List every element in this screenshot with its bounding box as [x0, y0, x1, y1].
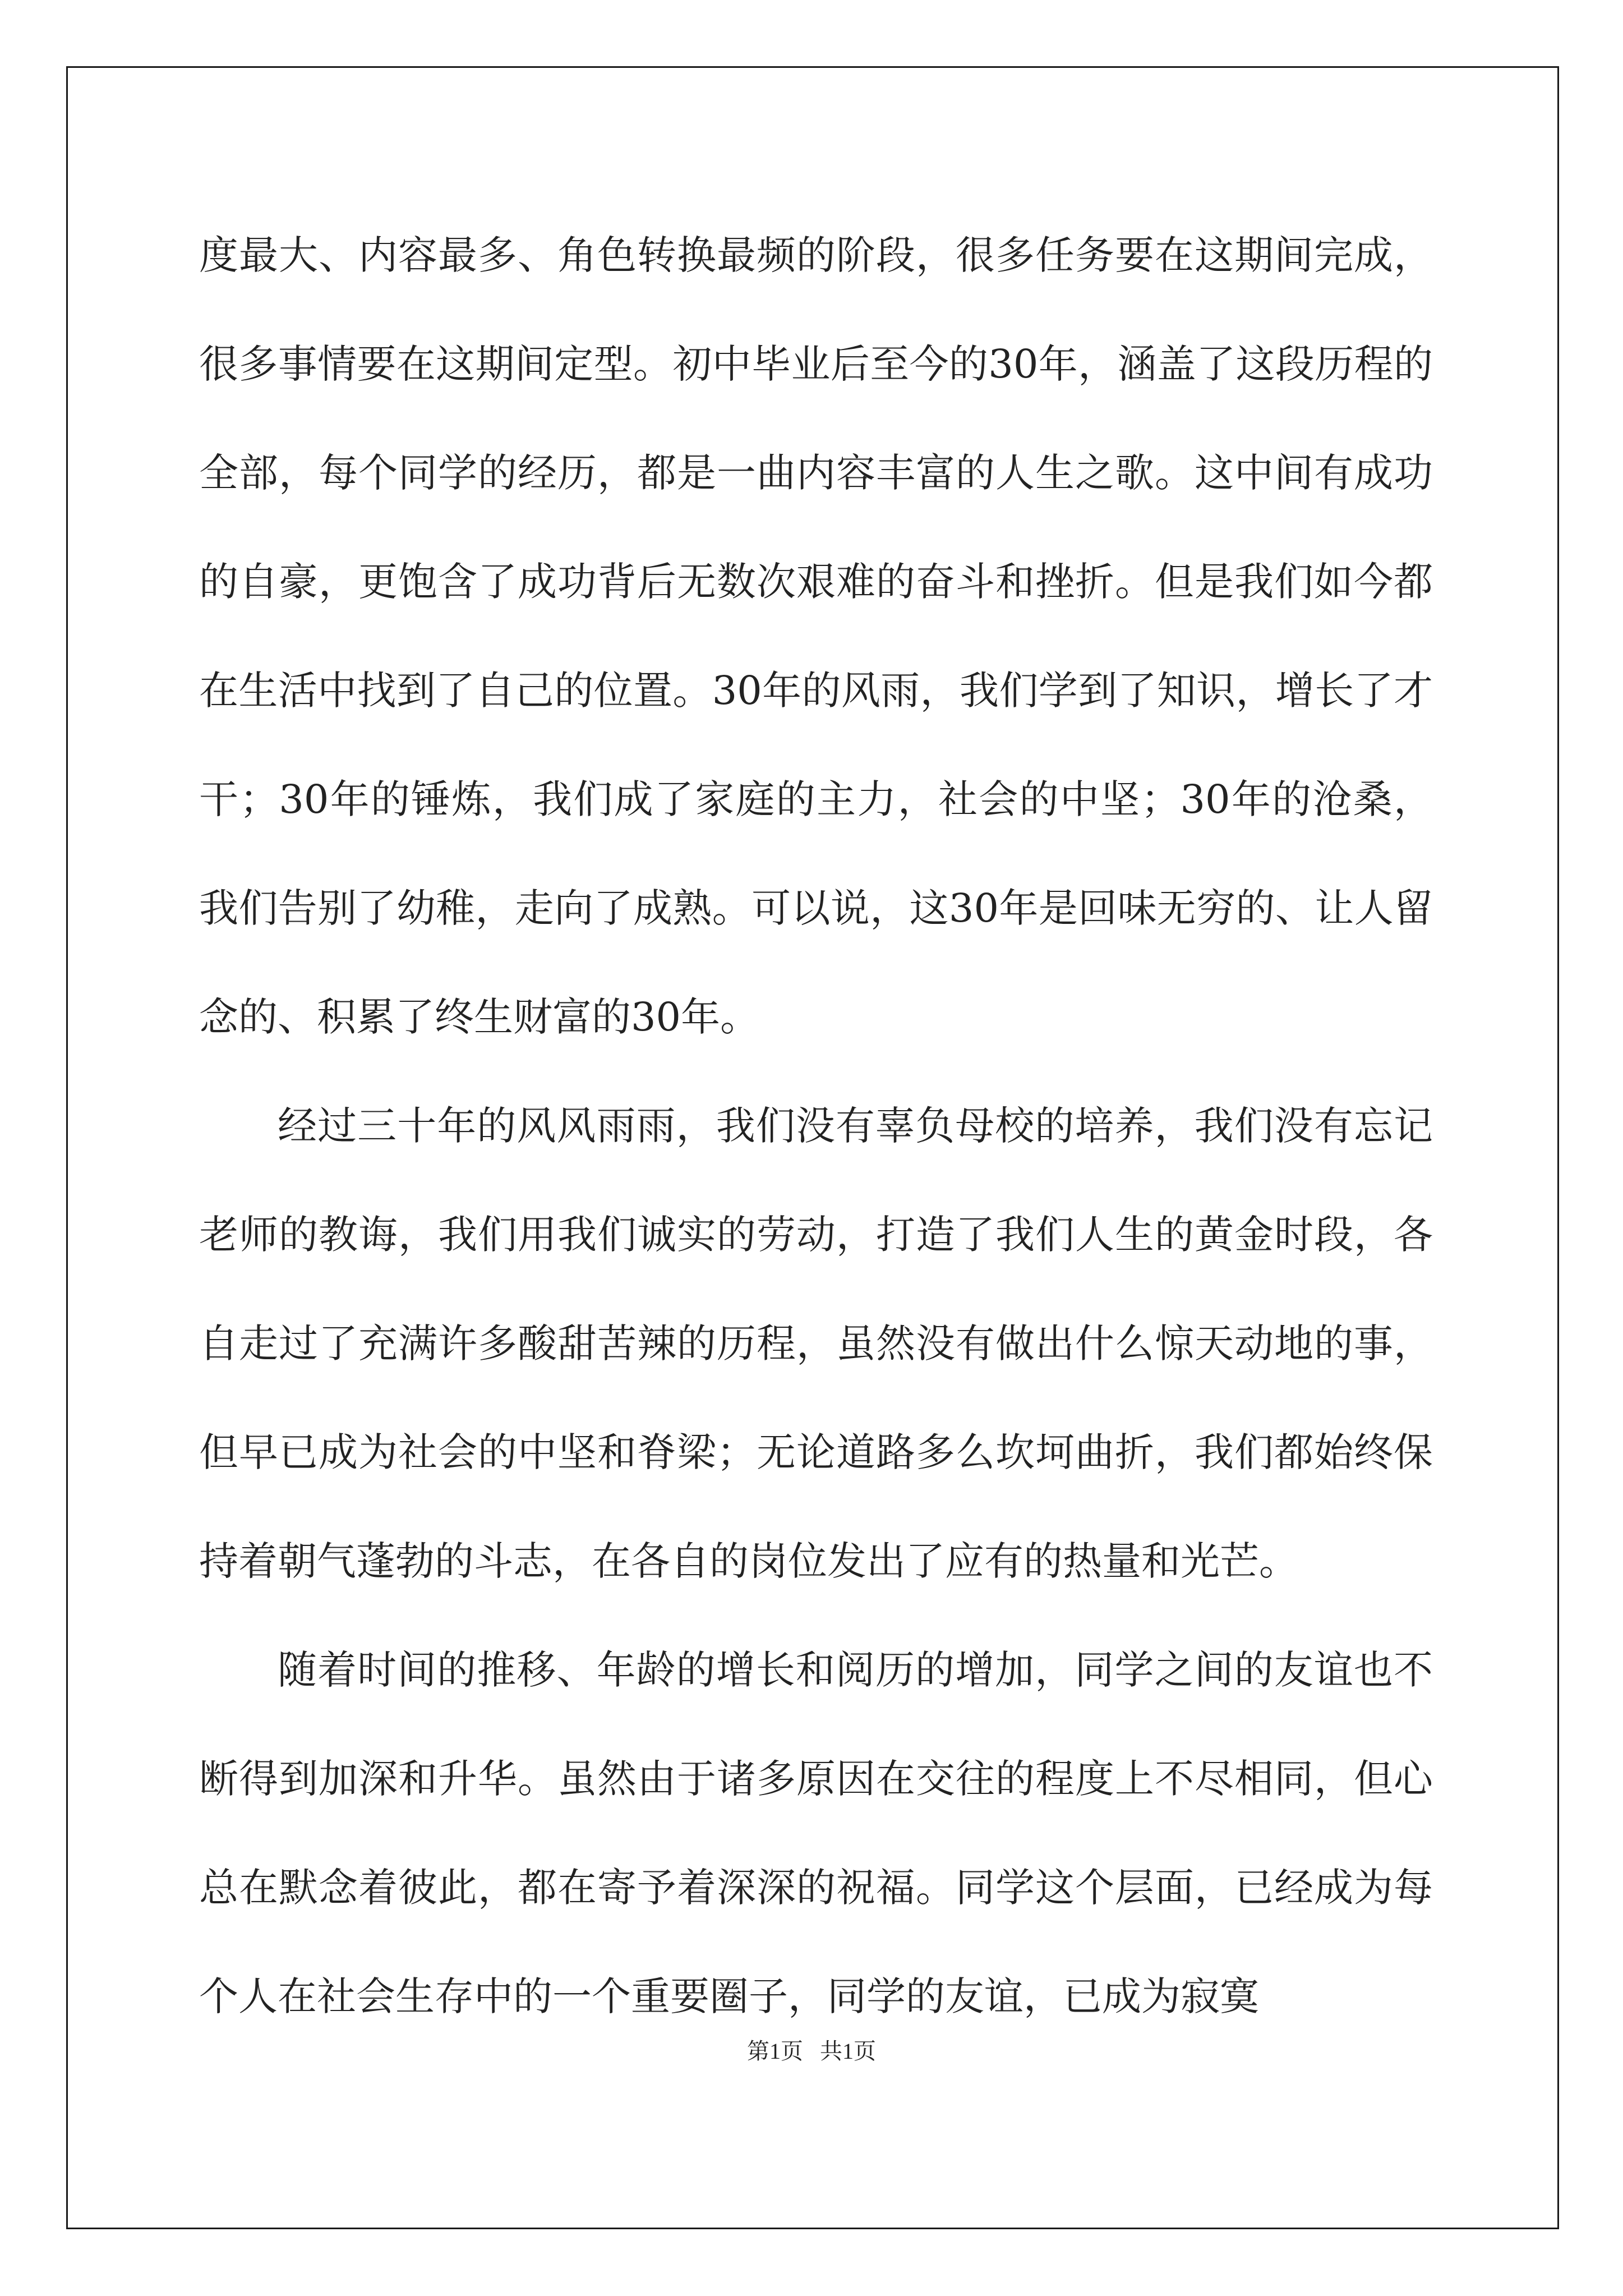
paragraph-3: 随着时间的推移、年龄的增长和阅历的增加，同学之间的友谊也不断得到加深和升华。虽然由于诸多原因在交往的程度上不尽相同，但心总在默念着彼此，都在寄予着深深的祝福。同学这个层面，已经成为每个人在社会生存中的一个重要圈子，同学的友谊，已成为寂寞 [199, 1647, 1433, 2019]
paragraph-2: 经过三十年的风风雨雨，我们没有辜负母校的培养，我们没有忘记老师的教诲，我们用我们诚实的劳动，打造了我们人生的黄金时段，各自走过了充满许多酸甜苦辣的历程，虽然没有做出什么惊天动地的事，但早已成为社会的中坚和脊梁；无论道路多么坎坷曲折，我们都始终保持着朝气蓬勃的斗志，在各自的岗位发出了应有的热量和光芒。 [199, 1103, 1433, 1584]
paragraph-1: 度最大、内容最多、角色转换最频的阶段，很多任务要在这期间完成，很多事情要在这期间定型。初中毕业后至今的30年，涵盖了这段历程的全部，每个同学的经历，都是一曲内容丰富的人生之歌。这中间有成功的自豪，更饱含了成功背后无数次艰难的奋斗和挫折。但是我们如今都在生活中找到了自己的位置。30年的风雨，我们学到了知识，增长了才干；30年的锤炼，我们成了家庭的主力，社会的中坚；30年的沧桑，我们告别了幼稚，走向了成熟。可以说，这30年是回味无穷的、让人留念的、积累了终生财富的30年。 [199, 232, 1433, 1040]
page-footer: 第1页 共1页 [747, 2039, 876, 2064]
document-body [199, 201, 1433, 2051]
